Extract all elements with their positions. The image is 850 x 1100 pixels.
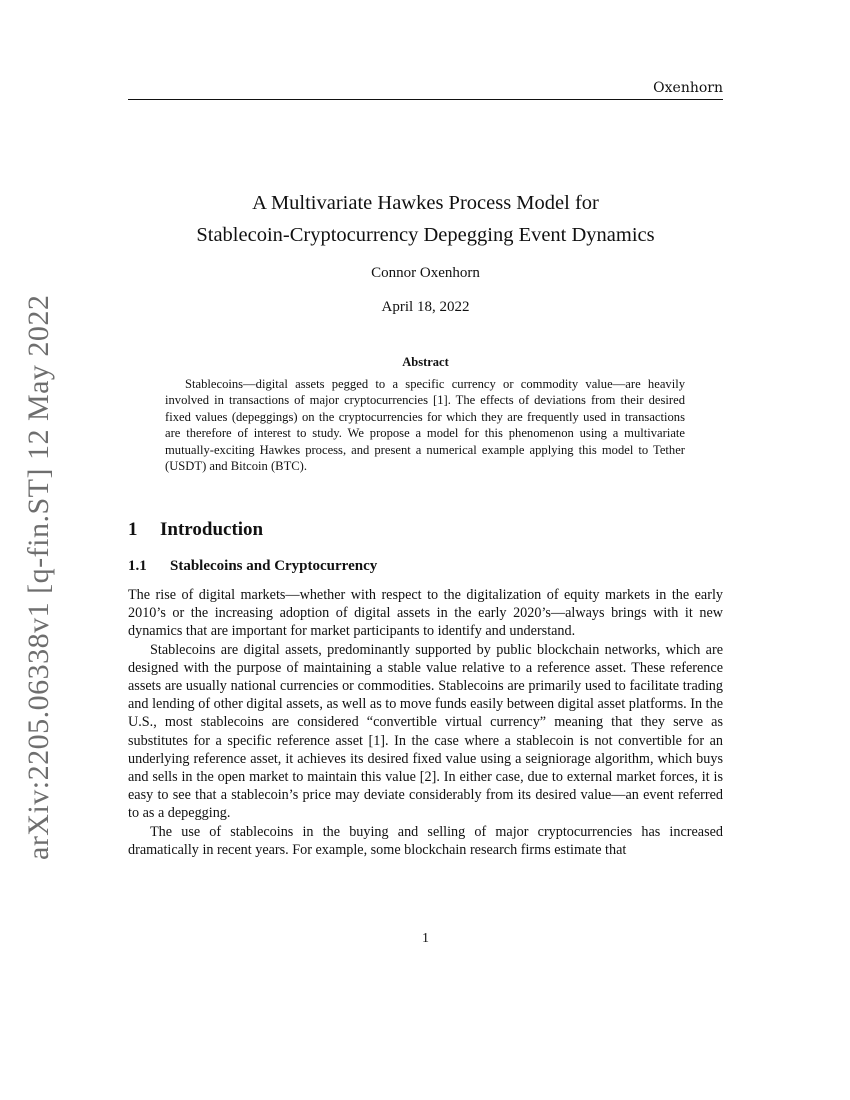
section-heading <box>128 519 263 541</box>
running-head: Oxenhorn <box>128 80 723 100</box>
publication-date: April 18, 2022 <box>381 299 470 315</box>
paper-title <box>128 187 723 251</box>
title-line-1: A Multivariate Hawkes Process Model for <box>252 192 599 214</box>
paragraph: Stablecoins are digital assets, predominantly supported by public blockchain networks, which are designed with the purpose of maintaining a stable value relative to a reference asset. These reference assets are usually national currencies or commodities. Stablecoins are primarily used to facilitate trading and lending of other digital assets, as well as to move funds easily between digital asset platforms. In the U.S., most stablecoins are considered “convertible virtual currency” meaning that they serve as substitutes for a specific reference asset [1]. In the case where a stablecoin is not convertible for an underlying reference asset, it achieves its desired fixed value using a seigniorage algorithm, which buys and sells in the open market to maintain this value [2]. In either case, due to external market forces, it is easy to see that a stablecoin’s price may deviate considerably from its desired value—an event referred to as a depegging. <box>128 641 723 822</box>
subsection-heading <box>128 558 377 575</box>
paragraph: The use of stablecoins in the buying and selling of major cryptocurrencies has increased dramatically in recent years. For example, some blockchain research firms estimate that <box>128 823 723 858</box>
abstract-heading: Abstract <box>402 355 449 369</box>
arxiv-identifier-stamp: arXiv:2205.06338v1 [q-fin.ST] 12 May 2022 <box>22 294 55 860</box>
subsection-number: 1.1 <box>128 558 147 574</box>
section-number: 1 <box>128 519 138 540</box>
body-text <box>128 586 723 859</box>
page-number: 1 <box>422 931 429 946</box>
abstract-text: Stablecoins—digital assets pegged to a specific currency or commodity value—are heavily involved in transactions of major cryptocurrencies [1]. The effects of deviations from their desired fixed values (depeggings) on the cryptocurrencies for which they are frequently used in transactions are therefore of interest to study. We propose a model for this phenomenon using a multivariate mutually-exciting Hawkes process, and present a numerical example applying this model to Tether (USDT) and Bitcoin (BTC). <box>165 377 685 474</box>
section-title: Introduction <box>160 519 264 540</box>
title-line-2: Stablecoin-Cryptocurrency Depegging Event Dynamics <box>196 224 655 246</box>
paragraph: The rise of digital markets—whether with respect to the digitalization of equity markets in the early 2010’s or the increasing adoption of digital assets in the early 2020’s—always brings with it new dynamics that are important for market participants to identify and understand. <box>128 587 723 640</box>
author-name: Connor Oxenhorn <box>371 265 480 281</box>
subsection-title: Stablecoins and Cryptocurrency <box>170 558 378 574</box>
